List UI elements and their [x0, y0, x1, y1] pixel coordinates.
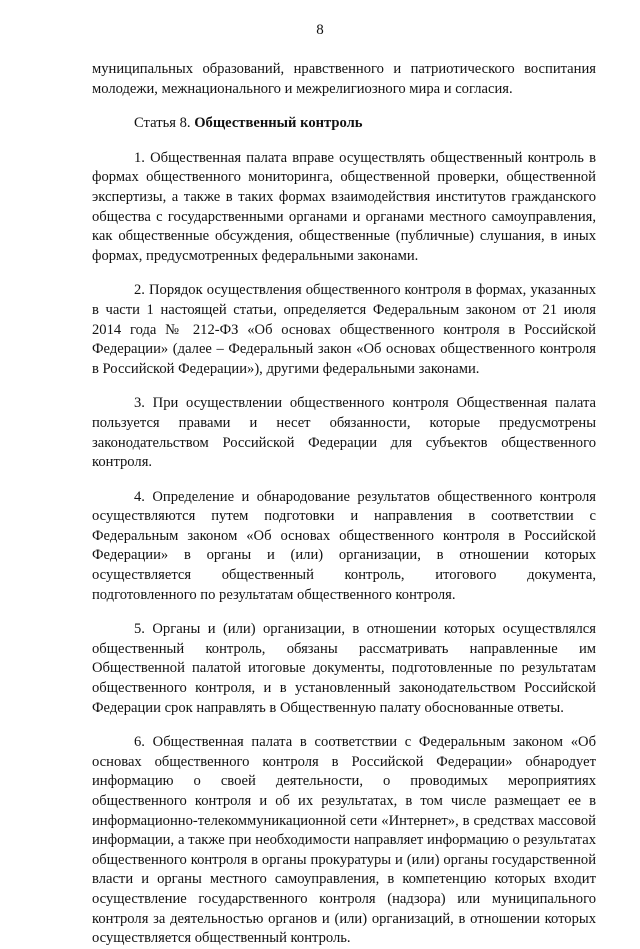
paragraph-4: 4. Определение и обнародование результатов общественного контроля осуществляются путем подготовки и направления в соответствии с Федеральным законом «Об основах общественного контроля в Российской Федерации» в органы и (или) организации, в отношении которых осуществляется общественный контроль, итогового документа, подготовленного по результатам общественного контроля. [92, 488, 596, 603]
paragraph-5: 5. Органы и (или) организации, в отношении которых осуществлялся общественный контроль, обязаны рассматривать направленные им Общественной палатой итоговые документы, подготовленные по результатам общественного контроля, и в установленный законодательством Российской Федерации срок направлять в Общественную палату обоснованные ответы. [92, 621, 596, 716]
intro-paragraph: муниципальных образований, нравственного и патриотического воспитания молодежи, межнационального и межрелигиозного мира и согласия. [92, 61, 596, 97]
article-label: Статья 8. [134, 115, 191, 132]
article-heading [92, 114, 596, 134]
article-title: Общественный контроль [194, 115, 363, 132]
paragraph-6: 6. Общественная палата в соответствии с Федеральным законом «Об основах общественного контроля в Российской Федерации» обнародует информацию о своей деятельности, о проводимых мероприятиях общественного контроля и об их результатах, в том числе размещает ее в информационно-телекоммуникационной сети «Интернет», в средствах массовой информации, а также при необходимости направляет информацию о результатах общественного контроля в органы прокуратуры и (или) органы государственной власти и органы местного самоуправления, в компетенцию которых входит осуществление государственного контроля (надзора) или муниципального контроля за деятельностью органов и (или) организаций, в отношении которых осуществляется общественный контроль. [92, 734, 596, 947]
paragraph-2: 2. Порядок осуществления общественного контроля в формах, указанных в части 1 настоящей статьи, определяется Федеральным законом от 21 июля 2014 года № 212-ФЗ «Об основах общественного контроля в Российской Федерации» (далее – Федеральный закон «Об основах общественного контроля в Российской Федерации»), другими федеральными законами. [92, 282, 596, 377]
paragraph-3: 3. При осуществлении общественного контроля Общественная палата пользуется правами и несет обязанности, которые предусмотрены законодательством Российской Федерации для субъектов общественного контроля. [92, 395, 596, 471]
paragraph-1: 1. Общественная палата вправе осуществлять общественный контроль в формах общественного мониторинга, общественной проверки, общественной экспертизы, а также в таких формах взаимодействия институтов гражданского общества с государственными органами и органами местного самоуправления, как общественные обсуждения, общественные (публичные) слушания, в иных формах, предусмотренных федеральными законами. [92, 149, 596, 264]
page-number: 8 [316, 22, 324, 38]
document-body [92, 60, 596, 949]
